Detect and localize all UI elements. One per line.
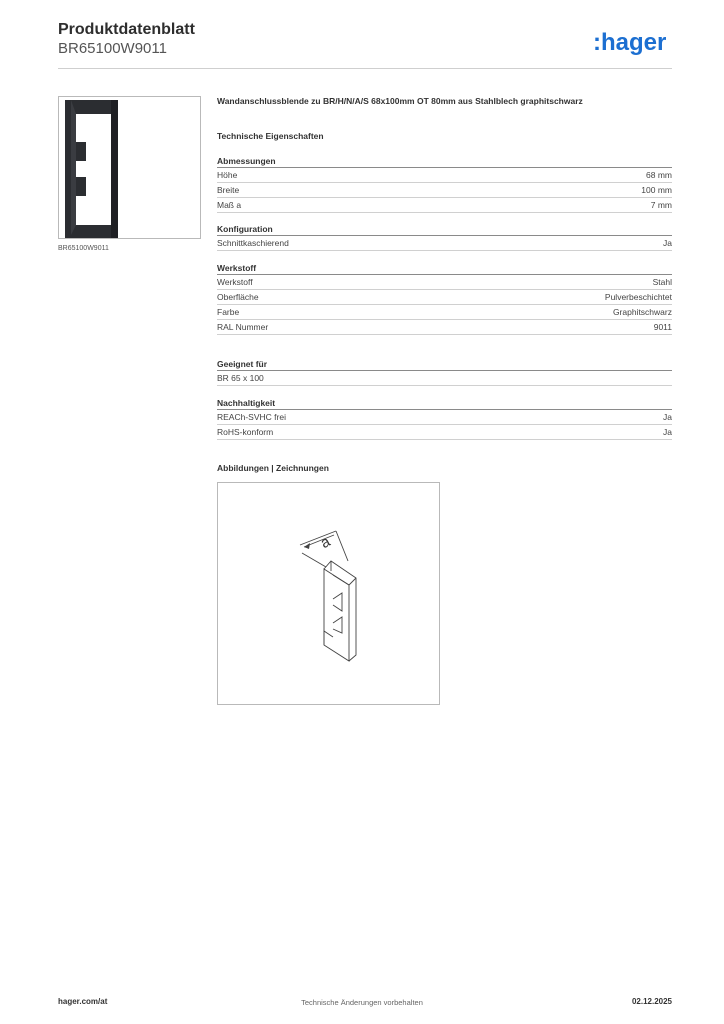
section-title: Geeignet für	[217, 358, 672, 371]
row-label: Höhe	[217, 170, 238, 180]
footer-note: Technische Änderungen vorbehalten	[301, 998, 423, 1007]
product-photo	[59, 97, 200, 238]
brand-logo-text: :hager	[593, 29, 667, 56]
row-label: REACh-SVHC frei	[217, 412, 286, 422]
product-image-caption: BR65100W9011	[58, 245, 109, 252]
section-konfiguration	[217, 223, 672, 251]
row-value: 9011	[653, 322, 672, 332]
technical-properties-heading: Technische Eigenschaften	[217, 131, 324, 141]
drawing-svg	[218, 483, 439, 704]
page-title: Produktdatenblatt	[58, 21, 195, 38]
row-label: Farbe	[217, 307, 240, 317]
table-row	[217, 290, 672, 305]
section-title: Werkstoff	[217, 262, 672, 275]
row-label: Maß a	[217, 200, 242, 210]
table-row	[217, 371, 672, 386]
header-divider	[58, 68, 672, 69]
row-value: 100 mm	[641, 185, 672, 195]
technical-drawing	[217, 482, 440, 705]
row-label: RoHS-konform	[217, 427, 274, 437]
row-value: Ja	[663, 238, 672, 248]
row-label: RAL Nummer	[217, 322, 269, 332]
row-value: 7 mm	[650, 200, 672, 210]
row-value: Stahl	[652, 277, 672, 287]
row-label: BR 65 x 100	[217, 373, 264, 383]
section-werkstoff	[217, 262, 672, 335]
table-row	[217, 168, 672, 183]
row-label: Werkstoff	[217, 277, 253, 287]
table-row	[217, 275, 672, 290]
section-geeignet-fuer	[217, 358, 672, 386]
section-title: Konfiguration	[217, 223, 672, 236]
row-label: Breite	[217, 185, 240, 195]
footer-date: 02.12.2025	[631, 997, 672, 1006]
product-image	[58, 96, 201, 239]
table-row	[217, 410, 672, 425]
row-value: Ja	[663, 412, 672, 422]
table-row	[217, 320, 672, 335]
table-row	[217, 305, 672, 320]
row-label: Oberfläche	[217, 292, 259, 302]
row-value: Ja	[663, 427, 672, 437]
hager-logo	[593, 29, 675, 57]
section-title: Nachhaltigkeit	[217, 397, 672, 410]
table-row	[217, 183, 672, 198]
table-row	[217, 425, 672, 440]
table-row	[217, 236, 672, 251]
row-label: Schnittkaschierend	[217, 238, 289, 248]
section-abmessungen	[217, 155, 672, 213]
product-code: BR65100W9011	[58, 40, 167, 57]
row-value: Pulverbeschichtet	[604, 292, 672, 302]
footer-website-link[interactable]: hager.com/at	[58, 997, 108, 1006]
row-value: Graphitschwarz	[612, 307, 672, 317]
table-row	[217, 198, 672, 213]
row-value: 68 mm	[646, 170, 672, 180]
dimension-label: a	[317, 533, 334, 553]
product-description: Wandanschlussblende zu BR/H/N/A/S 68x100mm OT 80mm aus Stahlblech graphitschwarz	[217, 96, 583, 106]
drawings-heading: Abbildungen | Zeichnungen	[217, 463, 329, 473]
section-nachhaltigkeit	[217, 397, 672, 440]
section-title: Abmessungen	[217, 155, 672, 168]
